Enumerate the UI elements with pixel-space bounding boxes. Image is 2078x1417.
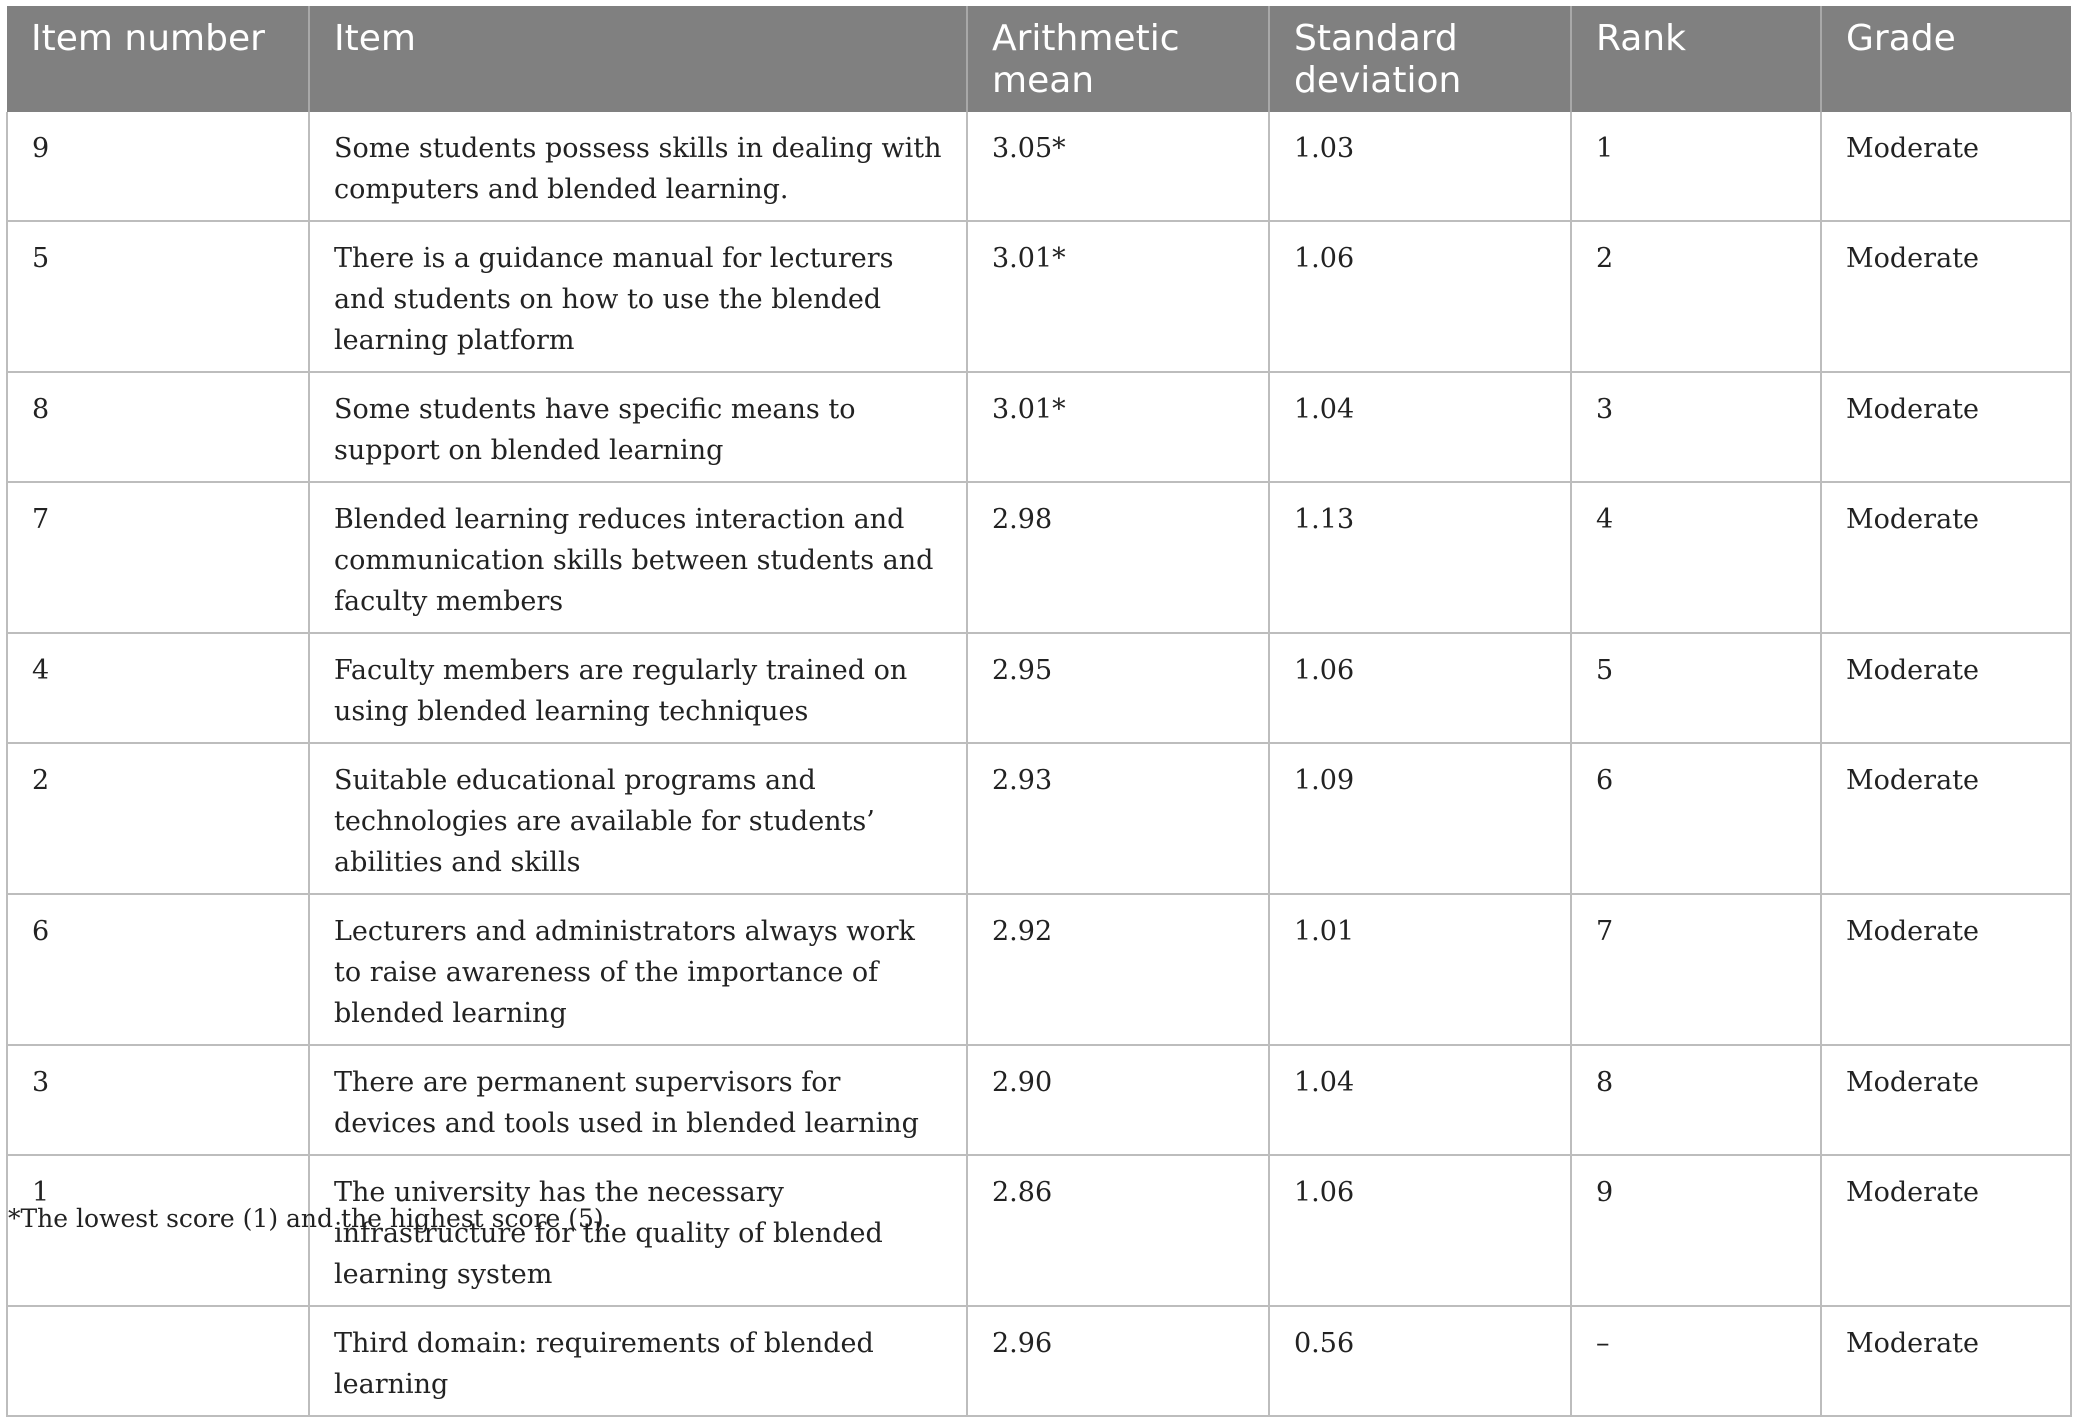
table-header-row	[7, 6, 2071, 112]
cell-rank: 2	[1571, 221, 1821, 372]
cell-mean: 3.01*	[967, 221, 1269, 372]
cell-sd: 1.13	[1269, 482, 1571, 633]
cell-item-number: 3	[7, 1045, 309, 1155]
cell-mean: 2.86	[967, 1155, 1269, 1306]
cell-grade: Moderate	[1821, 1306, 2071, 1416]
cell-mean: 2.92	[967, 894, 1269, 1045]
cell-item-number: 4	[7, 633, 309, 743]
cell-rank: 8	[1571, 1045, 1821, 1155]
cell-sd: 1.04	[1269, 1045, 1571, 1155]
cell-rank: –	[1571, 1306, 1821, 1416]
cell-sd: 1.06	[1269, 221, 1571, 372]
cell-item-number	[7, 1306, 309, 1416]
header-rank: Rank	[1571, 6, 1821, 112]
cell-grade: Moderate	[1821, 482, 2071, 633]
header-item-number: Item number	[7, 6, 309, 112]
cell-mean: 3.01*	[967, 372, 1269, 482]
cell-item: Blended learning reduces interaction and communication skills between students and faculty members	[309, 482, 967, 633]
cell-grade: Moderate	[1821, 372, 2071, 482]
table-row	[7, 1045, 2071, 1155]
cell-item: There is a guidance manual for lecturers and students on how to use the blended learning platform	[309, 221, 967, 372]
cell-sd: 1.06	[1269, 633, 1571, 743]
cell-rank: 7	[1571, 894, 1821, 1045]
table-row	[7, 743, 2071, 894]
table-row	[7, 894, 2071, 1045]
cell-rank: 4	[1571, 482, 1821, 633]
table-row-summary	[7, 1306, 2071, 1416]
cell-grade: Moderate	[1821, 633, 2071, 743]
cell-rank: 5	[1571, 633, 1821, 743]
table-row	[7, 482, 2071, 633]
cell-item-number: 9	[7, 112, 309, 221]
cell-item-number: 8	[7, 372, 309, 482]
cell-mean: 2.93	[967, 743, 1269, 894]
cell-sd: 1.04	[1269, 372, 1571, 482]
cell-mean: 2.90	[967, 1045, 1269, 1155]
cell-item-number: 6	[7, 894, 309, 1045]
cell-sd: 1.09	[1269, 743, 1571, 894]
cell-sd: 1.03	[1269, 112, 1571, 221]
table-row	[7, 112, 2071, 221]
cell-item-number: 5	[7, 221, 309, 372]
cell-item: Some students have specific means to support on blended learning	[309, 372, 967, 482]
cell-sd: 1.06	[1269, 1155, 1571, 1306]
cell-rank: 1	[1571, 112, 1821, 221]
cell-rank: 3	[1571, 372, 1821, 482]
cell-grade: Moderate	[1821, 221, 2071, 372]
cell-mean: 2.98	[967, 482, 1269, 633]
table-row	[7, 221, 2071, 372]
cell-item: There are permanent supervisors for devices and tools used in blended learning	[309, 1045, 967, 1155]
cell-item: Third domain: requirements of blended learning	[309, 1306, 967, 1416]
cell-sd: 0.56	[1269, 1306, 1571, 1416]
cell-grade: Moderate	[1821, 743, 2071, 894]
cell-item-number: 2	[7, 743, 309, 894]
cell-grade: Moderate	[1821, 1045, 2071, 1155]
header-standard-deviation: Standard deviation	[1269, 6, 1571, 112]
cell-item-number: 1	[7, 1155, 309, 1306]
cell-item: Lecturers and administrators always work to raise awareness of the importance of blended learning	[309, 894, 967, 1045]
cell-item-number: 7	[7, 482, 309, 633]
header-grade: Grade	[1821, 6, 2071, 112]
cell-mean: 2.95	[967, 633, 1269, 743]
cell-grade: Moderate	[1821, 1155, 2071, 1306]
table-row	[7, 633, 2071, 743]
header-arithmetic-mean: Arithmetic mean	[967, 6, 1269, 112]
header-item: Item	[309, 6, 967, 112]
table-row	[7, 372, 2071, 482]
cell-mean: 3.05*	[967, 112, 1269, 221]
cell-item: Some students possess skills in dealing with computers and blended learning.	[309, 112, 967, 221]
cell-item: Faculty members are regularly trained on using blended learning techniques	[309, 633, 967, 743]
cell-rank: 9	[1571, 1155, 1821, 1306]
table-footnote: *The lowest score (1) and the highest score (5).	[8, 1204, 612, 1233]
cell-item: Suitable educational programs and technologies are available for students’ abilities and skills	[309, 743, 967, 894]
cell-sd: 1.01	[1269, 894, 1571, 1045]
cell-grade: Moderate	[1821, 112, 2071, 221]
cell-item: The university has the necessary infrastructure for the quality of blended learning system	[309, 1155, 967, 1306]
cell-mean: 2.96	[967, 1306, 1269, 1416]
cell-rank: 6	[1571, 743, 1821, 894]
cell-grade: Moderate	[1821, 894, 2071, 1045]
